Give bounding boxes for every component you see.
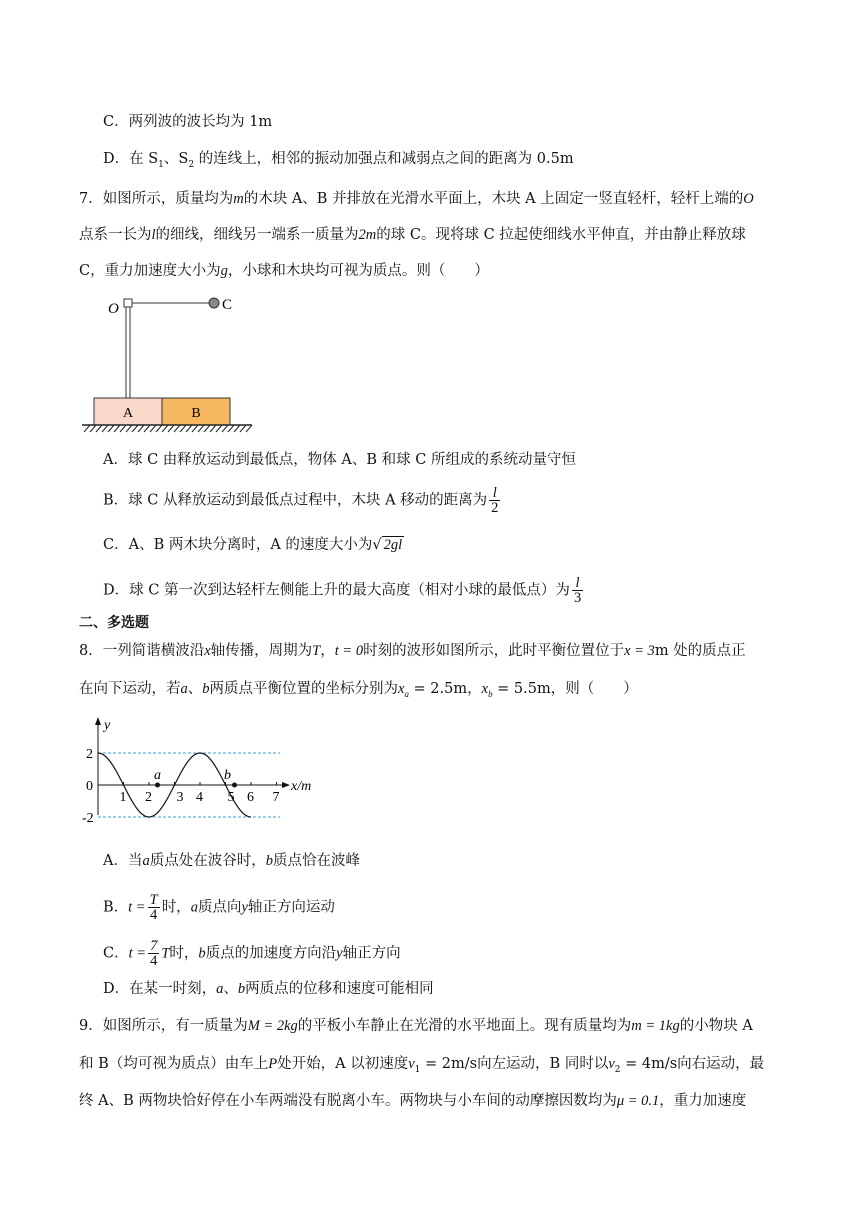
- ball-c: [209, 298, 219, 308]
- q7-stem-line3: C，重力加速度大小为g，小球和木块均可视为质点。则（ ）: [79, 263, 489, 279]
- q7-stem-line2: 点系一长为l的细线，细线另一端系一质量为2m的球 C。现将球 C 拉起使细线水平伸直，并由静止释放球: [79, 227, 746, 243]
- label-c: C: [222, 297, 233, 313]
- rod: [126, 306, 130, 398]
- x-axis-arrow: [282, 782, 290, 788]
- q8-stem-line1: 8．一列简谐横波沿x轴传播，周期为T，t = 0时刻的波形如图所示，此时平衡位置位于x = 3m 处的质点正: [79, 643, 746, 659]
- q8-option-b: B．t = $\frac{T}{4}$ 时，a质点向y轴正方向运动: [103, 892, 335, 923]
- ground-hatch: [84, 425, 252, 432]
- label-o: O: [108, 301, 119, 317]
- x-tick-label-6: 6: [247, 790, 254, 805]
- q9-stem-line1: 9．如图所示，有一质量为M = 2kg的平板小车静止在光滑的水平地面上。现有质量均为m = 1kg的小物块 A: [79, 1018, 753, 1034]
- pivot-o: [124, 299, 132, 307]
- q8-option-d: D．在某一时刻，a、b两质点的位移和速度可能相同: [103, 981, 434, 997]
- q7-option-a: A．球 C 由释放运动到最低点，物体 A、B 和球 C 所组成的系统动量守恒: [103, 452, 576, 468]
- point-b-label: b: [224, 768, 231, 783]
- x-tick-label-1: 1: [119, 790, 127, 805]
- x-axis-label: x/m: [291, 779, 312, 794]
- label-a: A: [122, 406, 134, 421]
- label-b: B: [191, 406, 201, 421]
- q8-option-a: A．当a质点处在波谷时，b质点恰在波峰: [103, 853, 360, 869]
- q7-option-b: B．球 C 从释放运动到最低点过程中，木块 A 移动的距离为 $\frac{l}{2}$: [103, 485, 499, 516]
- y-tick-2: 2: [86, 747, 93, 762]
- y-axis-arrow: [95, 717, 101, 725]
- q7-option-d: D．球 C 第一次到达轻杆左侧能上升的最大高度（相对小球的最低点）为 $\frac{l}{3}$: [103, 575, 582, 606]
- y-tick-0: 0: [86, 779, 93, 794]
- q6-option-c: C．两列波的波长均为 1m: [103, 114, 273, 130]
- point-a-label: a: [154, 768, 161, 783]
- q7-figure: [80, 290, 260, 440]
- q9-stem-line2: 和 B（均可视为质点）由车上P处开始，A 以初速度$v_1 = 2m/s$向左运动，B 同时以$v_2 = 4m/s$向右运动，最: [79, 1056, 765, 1075]
- y-axis-label: y: [104, 718, 111, 733]
- q9-stem-line3: 终 A、B 两物块恰好停在小车两端没有脱离小车。两物块与小车间的动摩擦因数均为μ = 0.1，重力加速度: [79, 1093, 747, 1109]
- x-tick-label-4: 4: [196, 790, 203, 805]
- q7-stem-line1: 7．如图所示，质量均为m的木块 A、B 并排放在光滑水平面上，木块 A 上固定一竖直轻杆，轻杆上端的O: [79, 191, 754, 207]
- x-tick-label-7: 7: [272, 790, 280, 805]
- q7-option-c: C．A、B 两木块分离时，A 的速度大小为√ 2gl: [103, 537, 403, 553]
- q8-option-c: C．t = $\frac{7}{4}$ T时，b质点的加速度方向沿y轴正方向: [103, 938, 401, 969]
- section-multi-choice: 二、多选题: [79, 615, 149, 631]
- point-b: [232, 783, 237, 788]
- point-a: [155, 783, 160, 788]
- x-tick-label-5: 5: [227, 790, 235, 805]
- q8-stem-line2: 在向下运动，若a、b两质点平衡位置的坐标分别为$x_a = 2.5m$，$x_b = 5.5m$，则（ ）: [79, 681, 638, 699]
- q6-option-d: D．在 $S_1$、$S_2$ 的连线上，相邻的振动加强点和减弱点之间的距离为 0.5m: [103, 151, 574, 170]
- x-tick-label-3: 3: [176, 790, 184, 805]
- x-tick-label-2: 2: [145, 790, 152, 805]
- q8-wave-graph: [80, 715, 330, 830]
- y-tick-neg2: -2: [82, 811, 94, 826]
